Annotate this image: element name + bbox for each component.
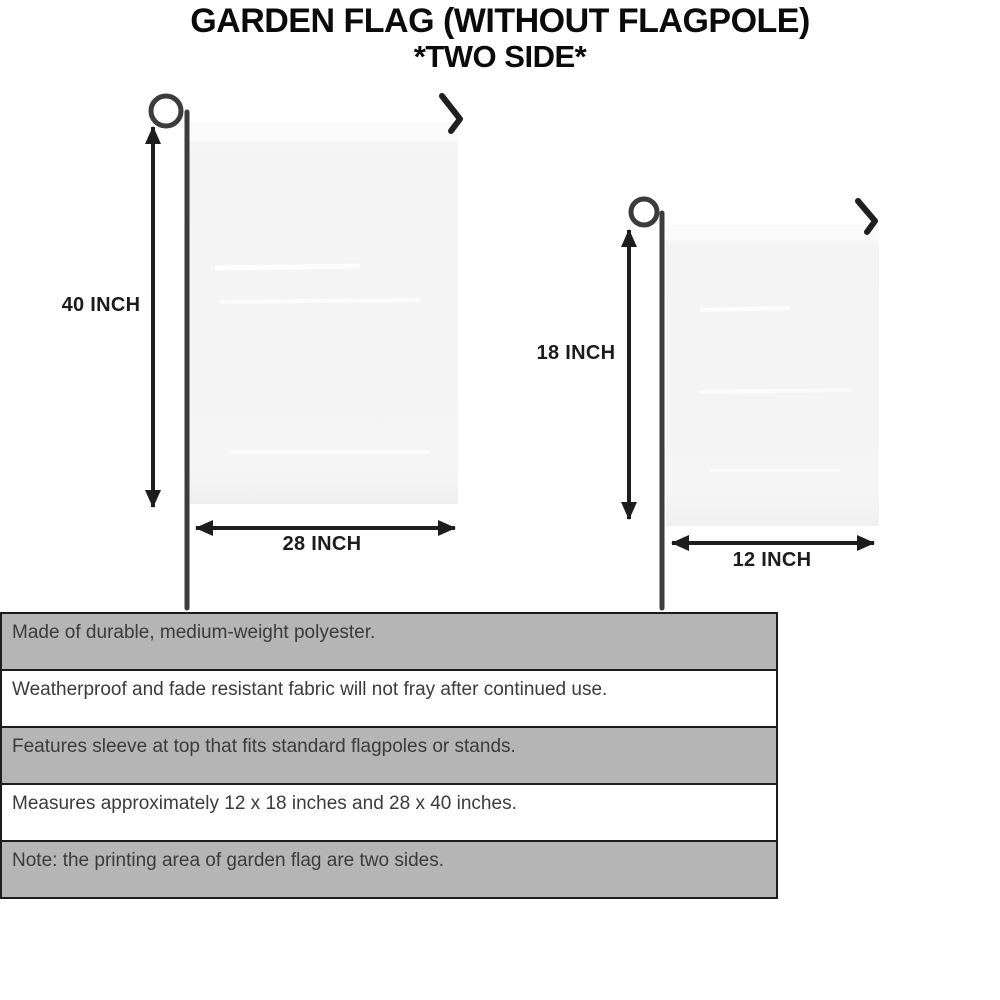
feature-row-material: Made of durable, medium-weight polyester. (2, 614, 776, 669)
small-flag-sleeve (666, 225, 879, 241)
small-flag-group (629, 199, 879, 608)
small-flag-fold-line (700, 390, 850, 392)
feature-row-measurements: Measures approximately 12 x 18 inches and 28 x 40 inches. (2, 783, 776, 840)
small-flag-width-label: 12 INCH (732, 549, 812, 571)
feature-row-weatherproof: Weatherproof and fade resistant fabric will not fray after continued use. (2, 669, 776, 726)
small-flagpole-loop-icon (631, 199, 657, 225)
small-flag-fold-line (700, 308, 790, 310)
large-flag-fold-line (220, 300, 420, 302)
large-flag-width-label: 28 INCH (282, 533, 362, 555)
large-flag-height-label: 40 INCH (61, 294, 141, 316)
feature-row-note: Note: the printing area of garden flag are two sides. (2, 840, 776, 897)
title-line-2: *TWO SIDE* (413, 38, 587, 74)
large-flag-group (151, 96, 460, 608)
feature-table (0, 612, 778, 899)
large-flag-panel (189, 122, 458, 504)
large-flag-sleeve (189, 122, 458, 142)
title-line-1: GARDEN FLAG (WITHOUT FLAGPOLE) (190, 2, 810, 40)
small-flag-panel (666, 225, 879, 526)
large-flagpole-loop-icon (151, 96, 181, 126)
large-flag-fold-line (215, 266, 360, 268)
feature-row-sleeve: Features sleeve at top that fits standard flagpoles or stands. (2, 726, 776, 783)
small-flag-height-label: 18 INCH (536, 342, 616, 364)
